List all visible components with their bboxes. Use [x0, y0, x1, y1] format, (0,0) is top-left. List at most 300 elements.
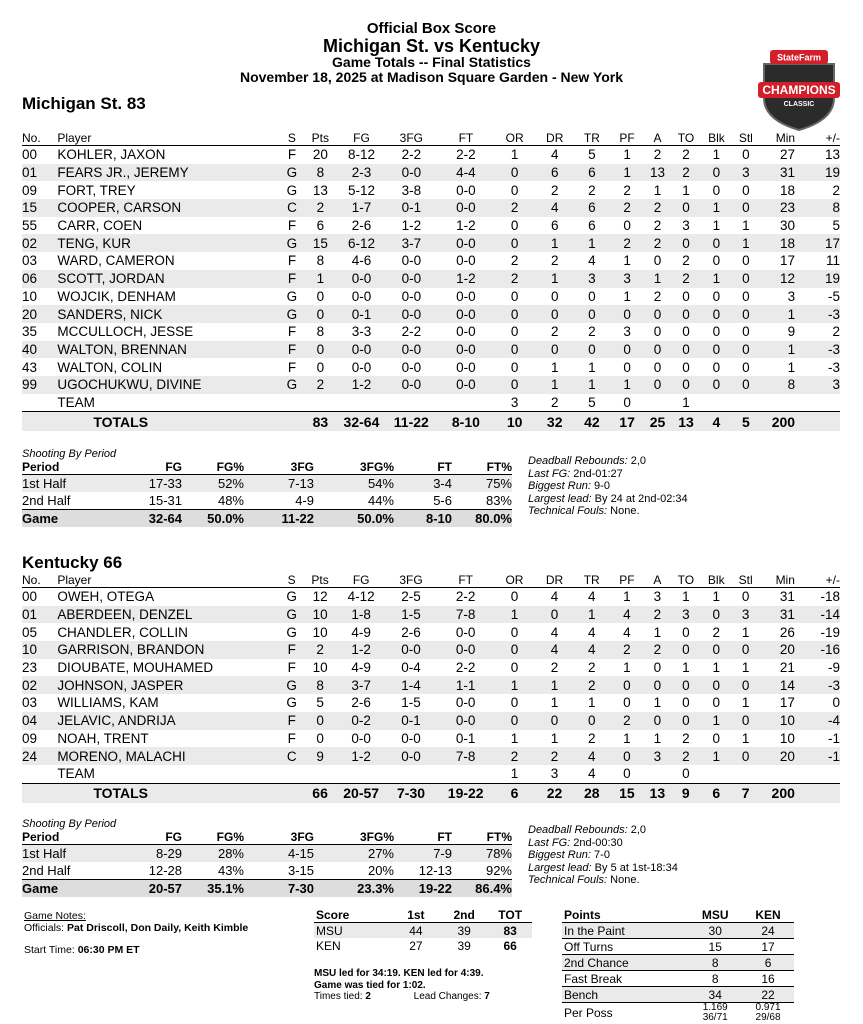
stat-cell: 2 — [832, 324, 840, 340]
shooting-cell: 92% — [485, 863, 512, 878]
stat-cell: 1 — [623, 730, 631, 746]
stat-cell: 0 — [573, 341, 610, 359]
stat-cell — [22, 394, 57, 412]
stat-cell: 0 — [644, 376, 672, 394]
stat-cell: WARD, CAMERON — [57, 253, 175, 269]
totals-cell: 25 — [644, 412, 672, 432]
stat-cell: 15 — [302, 234, 339, 252]
stat-cell: 1-8 — [339, 606, 384, 624]
column-header: A — [644, 130, 672, 146]
shooting-cell: 20% — [367, 863, 394, 878]
stat-cell: 0 — [493, 641, 536, 659]
player-row — [22, 305, 840, 323]
stat-cell: 0 — [302, 305, 339, 323]
stat-cell: 0 — [493, 305, 536, 323]
shooting-column-header: FT — [394, 830, 452, 845]
stat-cell: 3 — [550, 766, 559, 782]
stat-cell: 0-0 — [351, 359, 372, 375]
stat-cell: 9 — [787, 324, 796, 340]
shooting-cell: 3-15 — [287, 863, 314, 878]
stat-cell: G — [282, 376, 302, 394]
totals-cell: 10 — [493, 412, 536, 432]
shooting-cell: 52% — [182, 475, 244, 493]
stat-cell: 03 — [22, 695, 38, 711]
stat-cell: 3 — [623, 324, 631, 340]
stat-cell — [384, 394, 439, 412]
stat-cell: 8-12 — [347, 147, 375, 163]
stat-cell: 1-1 — [438, 676, 493, 694]
stat-cell: ABERDEEN, DENZEL — [57, 606, 282, 624]
shooting-cell: Game — [22, 880, 112, 898]
stat-cell: 3-8 — [401, 182, 422, 198]
stat-cell — [22, 765, 57, 783]
stat-cell: 5-12 — [347, 182, 375, 198]
date-venue: November 18, 2025 at Madison Square Garden - New York — [239, 69, 624, 85]
column-header: Blk — [701, 572, 732, 588]
shooting-cell: 27% — [314, 845, 394, 863]
player-row — [22, 181, 840, 199]
points-cell: 15 — [688, 939, 742, 955]
stat-cell: NOAH, TRENT — [57, 730, 149, 746]
stat-cell: 0 — [832, 695, 840, 711]
stat-cell: 0 — [701, 164, 732, 182]
stat-cell: 13 — [824, 147, 840, 163]
stat-cell: 0-0 — [384, 641, 439, 659]
stat-cell: 99 — [22, 376, 57, 394]
stat-cell: JELAVIC, ANDRIJA — [57, 712, 282, 730]
stat-cell: 2-2 — [401, 324, 422, 340]
stat-cell: F — [287, 253, 297, 269]
stat-cell: 1 — [712, 589, 721, 605]
shooting-cell: 8-10 — [394, 510, 452, 528]
shooting-column-header: FG — [112, 830, 182, 845]
stat-cell: 17 — [795, 234, 840, 252]
shooting-cell: 2nd Half — [22, 863, 71, 878]
stat-cell: 4-9 — [351, 660, 371, 676]
stat-cell: 2-6 — [351, 218, 372, 234]
stat-cell: 20 — [312, 147, 328, 163]
shooting-cell: 7-30 — [244, 880, 314, 898]
stat-cell: 4 — [587, 624, 596, 640]
stat-cell: 0-1 — [384, 199, 439, 217]
shooting-header-row — [22, 460, 512, 475]
stat-cell: 1 — [536, 234, 573, 252]
stat-cell: 4 — [550, 624, 559, 640]
stat-cell — [439, 394, 493, 412]
stat-cell: 0-0 — [401, 253, 422, 269]
box-header — [22, 130, 840, 146]
stat-cell: 13 — [644, 164, 672, 182]
per-poss-label: Per Poss — [564, 1006, 613, 1020]
note-label: Largest lead: — [528, 861, 592, 874]
stat-cell: 1 — [653, 624, 662, 640]
stat-cell: 15 — [22, 199, 57, 217]
note-label: Technical Fouls: — [528, 505, 608, 517]
stat-cell: 1 — [712, 147, 721, 163]
stat-cell: G — [286, 288, 298, 304]
matchup-title: Michigan St. vs Kentucky — [322, 36, 541, 56]
stat-cell: 0 — [682, 766, 690, 782]
points-cell: In the Paint — [562, 923, 688, 939]
stat-cell: 0 — [742, 182, 750, 198]
stat-cell: 3-3 — [351, 324, 372, 340]
player-row — [22, 747, 840, 765]
stat-cell: 0 — [742, 359, 750, 375]
shooting-column-header: FT% — [452, 830, 512, 845]
stat-cell: 0 — [510, 182, 519, 198]
stat-cell: 4 — [587, 589, 596, 605]
box-body — [22, 146, 840, 432]
note-value: None. — [610, 874, 640, 886]
score-cell: MSU — [314, 923, 392, 939]
stat-cell: 0 — [682, 695, 690, 711]
stat-cell: 3 — [510, 394, 519, 410]
stat-cell: 0-0 — [401, 730, 421, 746]
stat-cell — [644, 394, 672, 412]
stat-cell: 0 — [712, 730, 721, 746]
points-cell: 22 — [742, 987, 794, 1003]
shooting-game-row — [22, 510, 512, 528]
stat-cell: 12 — [312, 589, 328, 605]
note-line — [528, 468, 688, 481]
score-cell: 83 — [488, 923, 532, 939]
stat-cell: 2 — [493, 199, 536, 217]
player-row — [22, 358, 840, 376]
stat-cell: MORENO, MALACHI — [57, 747, 282, 765]
score-row — [314, 938, 532, 953]
totals-cell: TOTALS — [57, 783, 282, 803]
shooting-cell: 12-28 — [148, 863, 182, 878]
column-header: TR — [573, 130, 610, 146]
stat-cell: 0-1 — [455, 730, 476, 746]
stat-cell: 1 — [682, 660, 690, 676]
stat-cell: 0 — [623, 695, 631, 711]
shooting-cell: 1st Half — [22, 845, 112, 863]
stat-cell: 0 — [732, 641, 759, 659]
points-breakdown-table — [562, 908, 794, 1023]
totals-cell: 7-30 — [384, 783, 439, 803]
points-column-header: Points — [562, 908, 688, 923]
stat-cell: 2 — [671, 270, 700, 288]
stat-cell: 2 — [610, 199, 643, 217]
stat-cell: 2 — [671, 747, 700, 765]
stat-cell: F — [287, 147, 297, 163]
game-notes-title: Game Notes: — [24, 910, 86, 922]
stat-cell: -3 — [795, 676, 840, 694]
per-poss-cell — [742, 1003, 794, 1024]
stat-cell: 2 — [550, 253, 559, 269]
stat-cell: 21 — [779, 660, 795, 676]
stat-cell — [384, 765, 439, 783]
stat-cell: GARRISON, BRANDON — [57, 641, 282, 659]
stat-cell: 0-0 — [455, 624, 476, 640]
stat-cell: 1 — [536, 270, 573, 288]
stat-cell: 20 — [759, 641, 795, 659]
stat-cell: 3 — [787, 288, 796, 304]
stat-cell: 1 — [302, 270, 339, 288]
stat-cell: 01 — [22, 606, 57, 624]
totals-cell: 83 — [302, 412, 339, 432]
stat-cell: 3 — [644, 747, 672, 765]
stat-cell: 4 — [623, 624, 631, 640]
score-cell: 27 — [409, 938, 423, 953]
totals-cell: 32-64 — [339, 412, 384, 432]
stat-cell: 0-0 — [351, 288, 372, 304]
report-subtitle: Game Totals -- Final Statistics — [332, 54, 531, 70]
totals-cell — [282, 412, 302, 432]
stat-cell: G — [286, 624, 297, 640]
stat-cell: 0-0 — [439, 341, 493, 359]
shooting-cell: 8-29 — [112, 845, 182, 863]
per-poss-sub: 36/71 — [702, 1012, 728, 1023]
note-label: Technical Fouls: — [528, 874, 608, 886]
totals-cell: 17 — [610, 412, 643, 432]
note-value: 2,0 — [630, 455, 647, 467]
points-row — [562, 987, 794, 1003]
shooting-column-header: FT% — [452, 460, 512, 475]
per-poss-cell — [688, 1003, 742, 1024]
points-cell: 24 — [742, 923, 794, 939]
stat-cell: 26 — [779, 624, 795, 640]
stat-cell: 1 — [682, 182, 690, 198]
stat-cell: 2-5 — [401, 589, 421, 605]
stat-cell: 3-7 — [384, 234, 439, 252]
stat-cell: 0-0 — [438, 641, 493, 659]
stat-cell: 0 — [493, 341, 536, 359]
lead-notes: MSU led for 34:19. KEN led for 4:39. Game was tied for 1:02. Times tied: 2 Lead Changes: 7 — [314, 968, 490, 1002]
player-row — [22, 588, 840, 606]
stat-cell: F — [282, 712, 302, 730]
stat-cell: CHANDLER, COLLIN — [57, 624, 188, 640]
stat-cell: 1 — [712, 218, 721, 234]
note-line — [528, 849, 678, 862]
stat-cell — [795, 765, 840, 783]
stat-cell: 0 — [712, 359, 721, 375]
stat-cell: 05 — [22, 624, 38, 640]
stat-cell: 0 — [671, 641, 700, 659]
score-row — [314, 923, 532, 939]
stat-cell: UGOCHUKWU, DIVINE — [57, 376, 282, 394]
stat-cell: 0-0 — [401, 288, 422, 304]
stat-cell: 0 — [536, 606, 573, 624]
stat-cell — [732, 765, 759, 783]
stat-cell: 1 — [712, 660, 721, 676]
stat-cell: 0 — [536, 305, 573, 323]
totals-cell: 15 — [610, 783, 643, 803]
totals-cell: 200 — [759, 783, 795, 803]
points-cell: Fast Break — [562, 971, 688, 987]
stat-cell: 4-12 — [347, 589, 375, 605]
stat-cell: 3 — [653, 589, 662, 605]
totals-cell: 19-22 — [438, 783, 493, 803]
column-header: PF — [610, 130, 643, 146]
uk-shooting-by-period — [22, 818, 512, 897]
stat-cell — [302, 765, 339, 783]
stat-cell: 0 — [653, 660, 662, 676]
note-line — [528, 862, 678, 875]
points-column-header: KEN — [742, 908, 794, 923]
stat-cell: WOJCIK, DENHAM — [57, 288, 176, 304]
stat-cell: 1 — [623, 288, 631, 304]
stat-cell: 2 — [671, 164, 700, 182]
stat-cell: 1 — [741, 730, 750, 746]
stat-cell: 24 — [22, 747, 57, 765]
stat-cell: 40 — [22, 341, 57, 359]
stat-cell — [339, 394, 384, 412]
shooting-column-header: 3FG% — [314, 830, 394, 845]
note-line — [528, 824, 678, 837]
stat-cell: -5 — [827, 288, 840, 304]
stat-cell: 0-4 — [401, 660, 421, 676]
stat-cell: 4 — [550, 589, 559, 605]
stat-cell: 0 — [701, 234, 732, 252]
stat-cell: 0 — [510, 589, 519, 605]
stat-cell: 2 — [644, 199, 672, 217]
stat-cell: 3 — [732, 164, 759, 182]
stat-cell: 2-2 — [456, 147, 476, 163]
stat-cell: 2 — [653, 147, 662, 163]
stat-cell: 1 — [610, 164, 643, 182]
stat-cell: 0 — [510, 288, 519, 304]
points-cell: 34 — [688, 987, 742, 1003]
stat-cell: 0 — [536, 712, 573, 730]
totals-cell — [22, 783, 57, 803]
stat-cell: 0 — [712, 288, 721, 304]
stat-cell: 2-6 — [351, 695, 371, 711]
player-row — [22, 623, 840, 641]
stat-cell: 1 — [550, 359, 559, 375]
stat-cell: 0 — [653, 324, 662, 340]
stat-cell: G — [286, 589, 297, 605]
start-time-line: Start Time: 06:30 PM ET — [24, 944, 140, 956]
stat-cell: -1 — [827, 730, 840, 746]
stat-cell: 17 — [780, 253, 796, 269]
shooting-cell: 35.1% — [182, 880, 244, 898]
note-label: Largest lead: — [528, 492, 592, 505]
totals-cell: 200 — [760, 412, 796, 432]
stat-cell: 8 — [316, 253, 325, 269]
stat-cell: 0 — [316, 359, 325, 375]
stat-cell: 0 — [682, 324, 690, 340]
stat-cell: 0 — [682, 624, 690, 640]
stat-cell: 1 — [623, 253, 631, 269]
stat-cell: 0 — [742, 324, 750, 340]
column-header: No. — [22, 130, 57, 146]
stat-cell: 1-2 — [439, 270, 493, 288]
shooting-cell: 80.0% — [452, 510, 512, 528]
column-header: FT — [439, 130, 493, 146]
stat-cell: 2-2 — [455, 589, 476, 605]
shooting-cell: 20-57 — [112, 880, 182, 898]
stat-cell: F — [287, 660, 296, 676]
totals-cell: 7 — [732, 783, 759, 803]
msu-shooting-caption: Shooting By Period — [22, 448, 117, 460]
stat-cell: FORT, TREY — [57, 182, 136, 198]
stat-cell: 0-0 — [455, 695, 476, 711]
stat-cell — [282, 394, 302, 412]
shooting-cell: 5-6 — [433, 493, 452, 508]
shooting-cell: 11-22 — [244, 510, 314, 528]
stat-cell: 1 — [787, 359, 796, 375]
stat-cell: C — [282, 199, 302, 217]
stat-cell: 5 — [588, 147, 596, 163]
stat-cell: 0-0 — [439, 376, 493, 394]
column-header: A — [644, 572, 672, 588]
stat-cell: TEAM — [57, 766, 95, 782]
shooting-column-header: FG — [112, 460, 182, 475]
stat-cell: 1 — [573, 234, 610, 252]
stat-cell: OWEH, OTEGA — [57, 589, 155, 605]
shooting-cell: 43% — [217, 863, 244, 878]
stat-cell: 0-0 — [401, 359, 422, 375]
stat-cell: 2 — [550, 660, 559, 676]
stat-cell: 0 — [732, 199, 759, 217]
stat-cell: 0 — [644, 676, 672, 694]
stat-cell: 0 — [623, 359, 631, 375]
stat-cell: 1 — [760, 305, 796, 323]
stat-cell: 0 — [671, 712, 700, 730]
stat-cell: 0 — [510, 359, 519, 375]
stat-cell: 0 — [732, 747, 759, 765]
stat-cell: 3 — [732, 606, 759, 624]
stat-cell — [732, 394, 759, 412]
stat-cell: 1-5 — [384, 606, 439, 624]
shooting-cell: 23.3% — [314, 880, 394, 898]
column-header: FT — [438, 572, 493, 588]
stat-cell: F — [282, 341, 302, 359]
stat-cell: 2 — [610, 712, 643, 730]
stat-cell: 6 — [573, 164, 610, 182]
stat-cell: -1 — [795, 747, 840, 765]
stat-cell: 1-7 — [339, 199, 384, 217]
stat-cell: 2 — [712, 624, 721, 640]
score-column-header: 2nd — [440, 908, 489, 923]
stat-cell: 14 — [759, 676, 795, 694]
totals-cell: 32 — [536, 412, 573, 432]
stat-cell: 1 — [653, 182, 662, 198]
totals-cell: 13 — [671, 412, 700, 432]
score-column-header: Score — [314, 908, 392, 923]
stat-cell: 1 — [653, 730, 662, 746]
stat-cell: 0 — [671, 305, 700, 323]
totals-cell: 13 — [644, 783, 672, 803]
shooting-cell: 17-33 — [112, 475, 182, 493]
stat-cell: 1 — [741, 624, 750, 640]
points-cell: 8 — [688, 971, 742, 987]
stat-cell: 1 — [701, 199, 732, 217]
column-header: +/- — [795, 572, 840, 588]
player-row — [22, 641, 840, 659]
player-row — [22, 765, 840, 783]
totals-cell: 42 — [573, 412, 610, 432]
stat-cell: 0 — [742, 253, 750, 269]
player-row — [22, 217, 840, 235]
shooting-column-header: 3FG% — [314, 460, 394, 475]
stat-cell: 1 — [536, 376, 573, 394]
stat-cell: 0 — [732, 376, 759, 394]
stat-cell: WALTON, BRENNAN — [57, 341, 282, 359]
player-row — [22, 712, 840, 730]
stat-cell: 0 — [732, 341, 759, 359]
stat-cell: 2 — [644, 641, 672, 659]
totals-cell: 11-22 — [384, 412, 439, 432]
stat-cell: 0 — [671, 376, 700, 394]
stat-cell: 1 — [587, 695, 596, 711]
points-cell: 16 — [742, 971, 794, 987]
stat-cell: 8 — [795, 199, 840, 217]
player-row — [22, 164, 840, 182]
column-header: DR — [536, 130, 573, 146]
